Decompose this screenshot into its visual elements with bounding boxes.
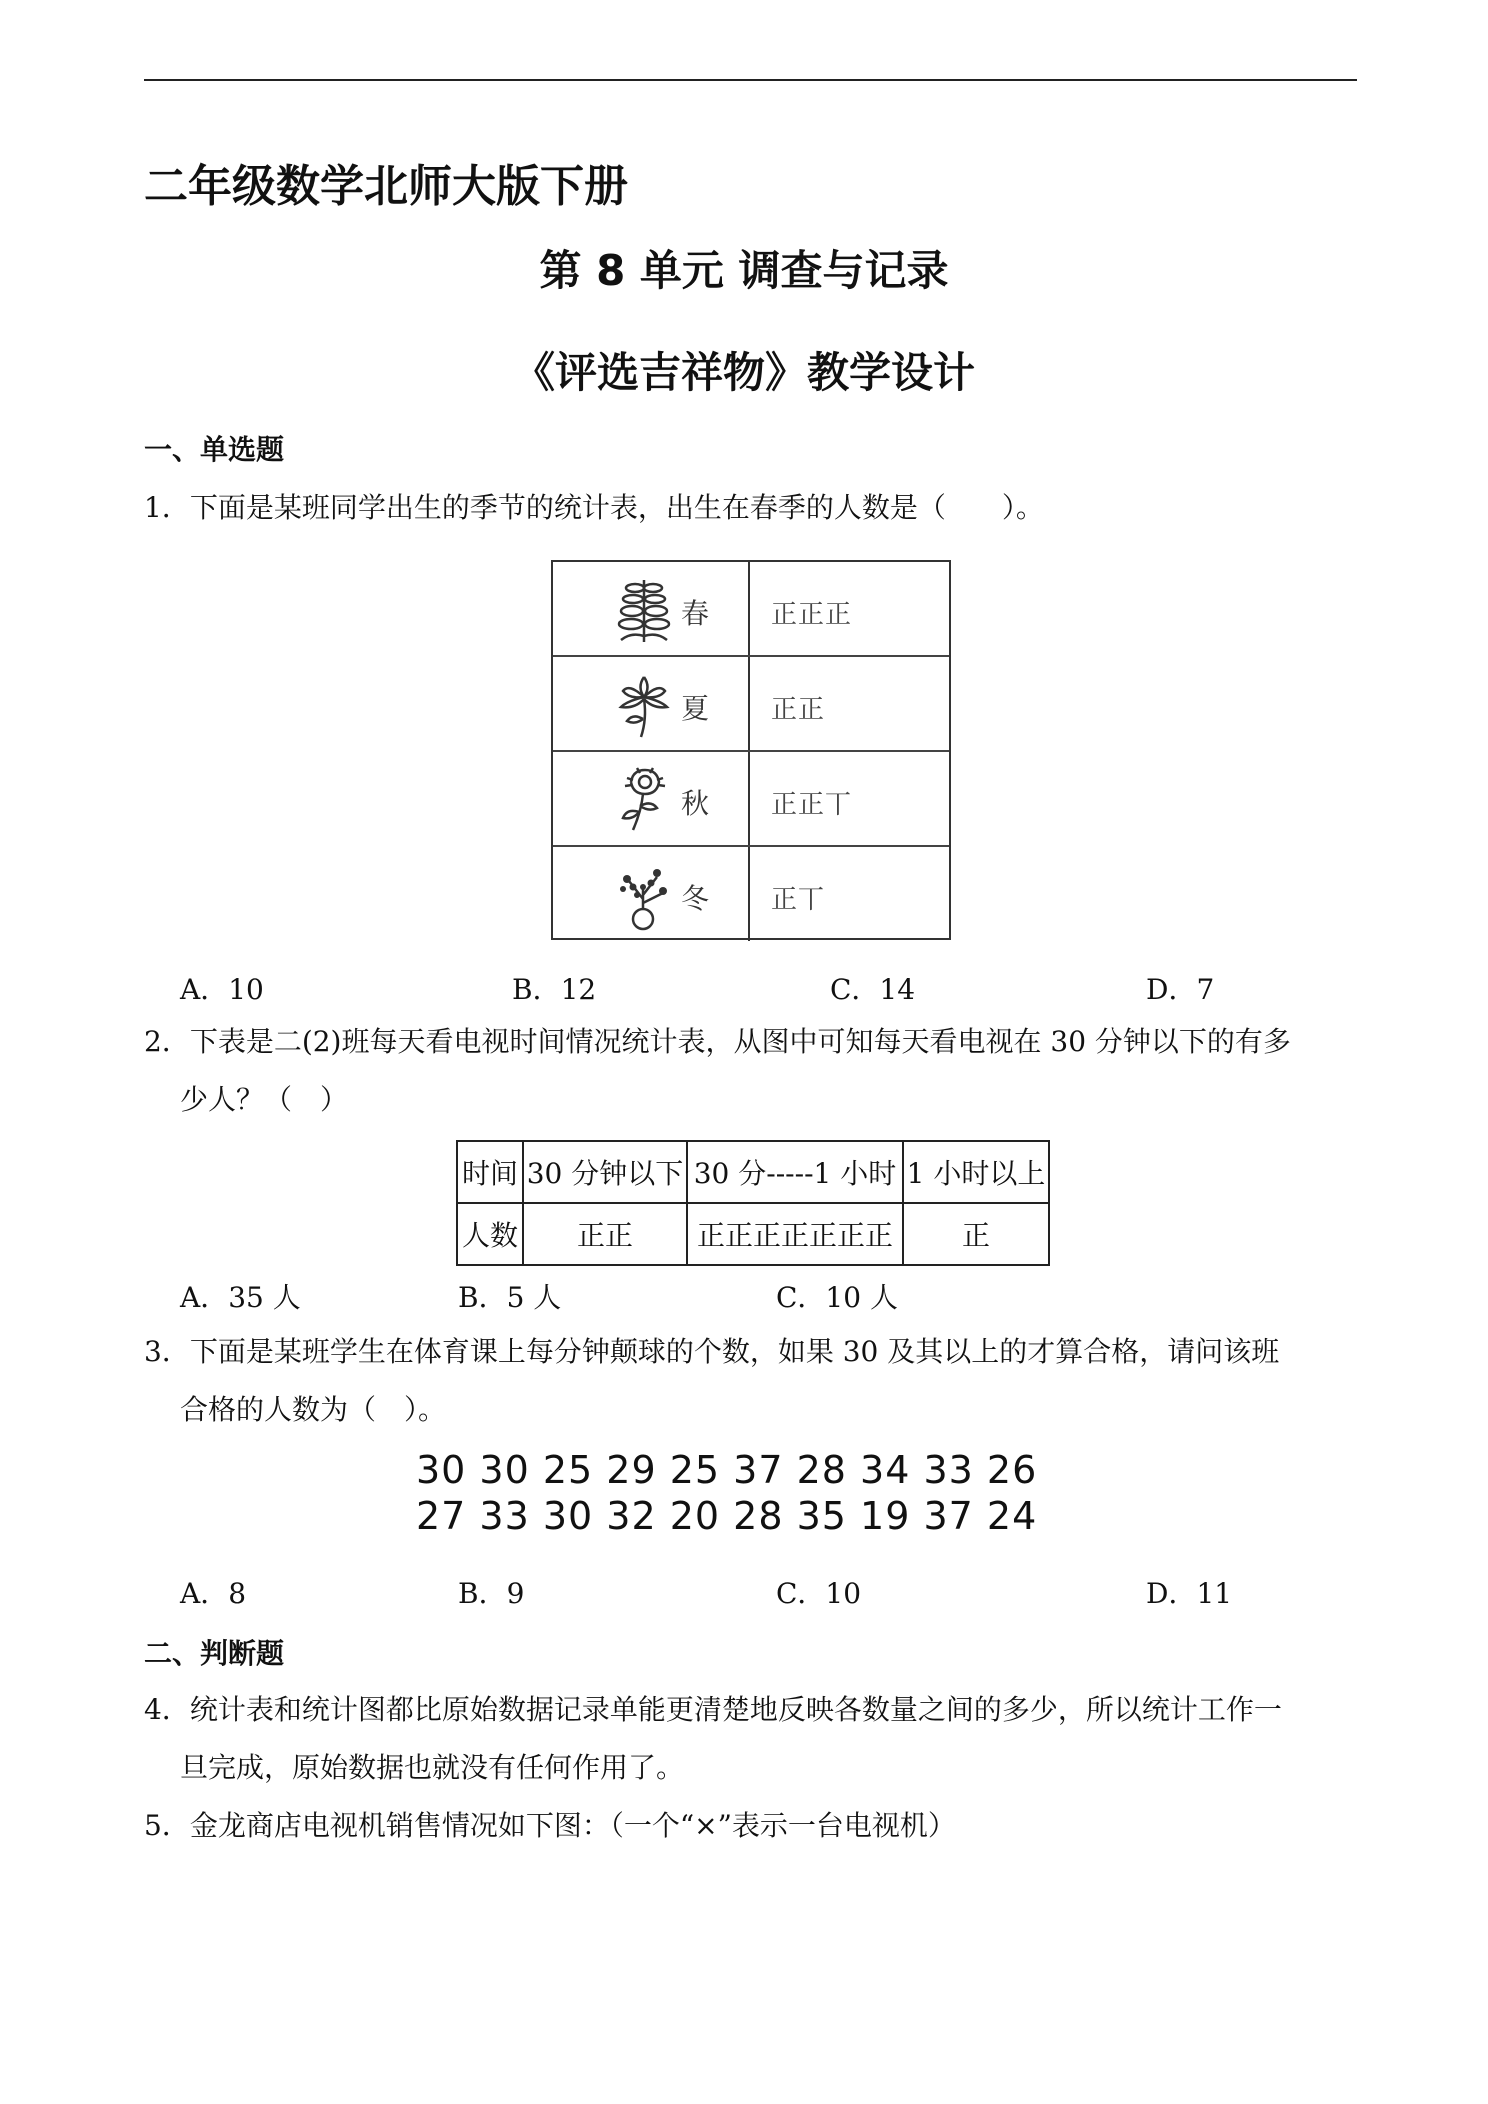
lesson-title: 《评选吉祥物》教学设计 — [512, 348, 975, 397]
question-1-text: 1．下面是某班同学出生的季节的统计表，出生在春季的人数是（ ）。 — [144, 491, 1044, 524]
tv-table-cell: 30 分-----1 小时 — [687, 1141, 903, 1203]
season-row-autumn — [553, 752, 949, 846]
question-3-option-d[interactable]: D．11 — [1146, 1577, 1233, 1610]
question-2-text-line2: 少人？（ ） — [180, 1083, 349, 1116]
question-3-text-line2: 合格的人数为（ ）。 — [180, 1393, 447, 1426]
tv-table-cell: 正正正正正正正 — [687, 1203, 903, 1265]
chrysanthemum-icon — [613, 764, 675, 836]
header-rule — [144, 79, 1357, 81]
season-row-summer — [553, 657, 949, 751]
juggling-counts-row1: 30 30 25 29 25 37 28 34 33 26 — [416, 1448, 1038, 1492]
season-name: 冬 — [681, 882, 710, 915]
lotus-icon — [613, 669, 675, 741]
tv-table-cell: 1 小时以上 — [903, 1141, 1049, 1203]
question-4-text-line2: 旦完成，原始数据也就没有任何作用了。 — [180, 1751, 685, 1784]
question-3-option-c[interactable]: C．10 — [776, 1577, 862, 1610]
section-single-choice: 一、单选题 — [144, 433, 285, 466]
question-2-text-line1: 2．下表是二(2)班每天看电视时间情况统计表，从图中可知每天看电视在 30 分钟以下的有多 — [144, 1025, 1291, 1058]
season-name: 秋 — [681, 787, 710, 820]
juggling-counts-row2: 27 33 30 32 20 28 35 19 37 24 — [416, 1494, 1038, 1538]
question-2-option-c[interactable]: C．10 人 — [776, 1281, 898, 1314]
question-2-option-b[interactable]: B．5 人 — [458, 1281, 562, 1314]
tv-table-count-row — [457, 1203, 1049, 1265]
question-1-option-c[interactable]: C．14 — [830, 973, 916, 1006]
question-1-option-d[interactable]: D．7 — [1146, 973, 1215, 1006]
season-tally: 正正丅 — [771, 790, 853, 820]
question-1-option-b[interactable]: B．12 — [512, 973, 597, 1006]
season-row-spring — [553, 562, 949, 656]
document-title: 二年级数学北师大版下册 — [144, 161, 628, 212]
tv-table-cell: 正 — [903, 1203, 1049, 1265]
question-3-text-line1: 3．下面是某班学生在体育课上每分钟颠球的个数，如果 30 及其以上的才算合格，请问该班 — [144, 1335, 1280, 1368]
tv-table-header-row — [457, 1141, 1049, 1203]
potted-plum-icon — [613, 859, 675, 931]
question-3-option-b[interactable]: B．9 — [458, 1577, 525, 1610]
question-2-option-a[interactable]: A．35 人 — [180, 1281, 301, 1314]
season-name: 夏 — [681, 692, 710, 725]
tv-table-cell: 时间 — [457, 1141, 523, 1203]
tv-table-cell: 人数 — [457, 1203, 523, 1265]
tv-table-cell: 正正 — [523, 1203, 687, 1265]
tv-table-cell: 30 分钟以下 — [523, 1141, 687, 1203]
unit-title: 第 8 单元 调查与记录 — [539, 246, 949, 295]
season-tally: 正正 — [771, 695, 826, 725]
question-3-option-a[interactable]: A．8 — [180, 1577, 247, 1610]
question-1-option-a[interactable]: A．10 — [180, 973, 264, 1006]
season-tally: 正丅 — [771, 885, 826, 915]
question-5-text: 5．金龙商店电视机销售情况如下图：（一个“×”表示一台电视机） — [144, 1809, 956, 1842]
tv-time-table — [456, 1140, 1050, 1266]
question-4-text-line1: 4．统计表和统计图都比原始数据记录单能更清楚地反映各数量之间的多少，所以统计工作一 — [144, 1693, 1282, 1726]
season-tally-table — [551, 560, 951, 940]
season-row-winter — [553, 847, 949, 941]
wheat-icon — [613, 574, 675, 646]
season-tally: 正正正 — [771, 600, 853, 630]
season-name: 春 — [681, 597, 710, 630]
section-true-false: 二、判断题 — [144, 1637, 285, 1670]
